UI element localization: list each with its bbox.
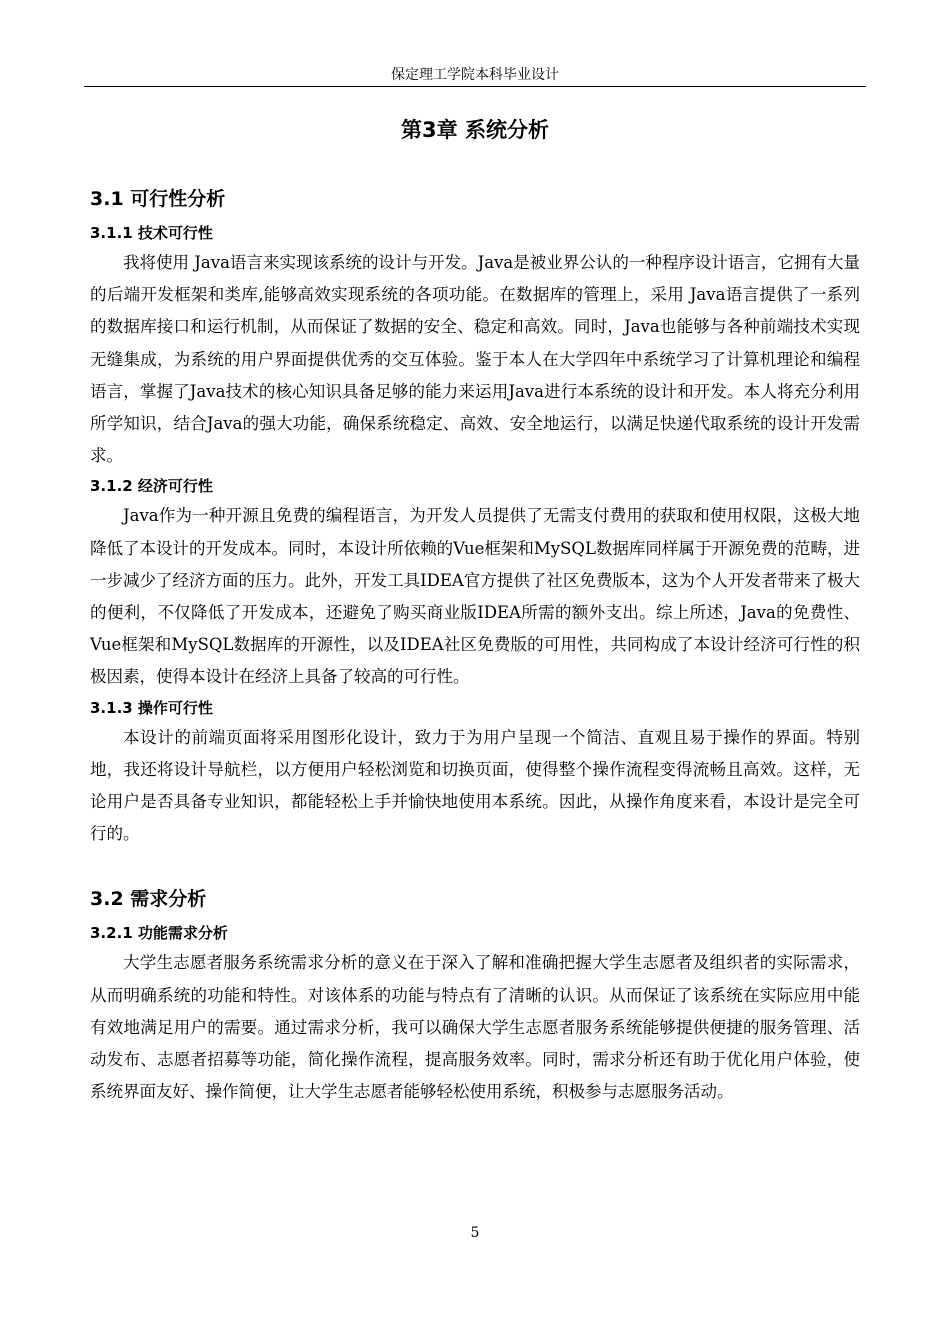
section-heading: 3.1 可行性分析 [90, 188, 226, 210]
running-header: 保定理工学院本科毕业设计 [391, 67, 559, 83]
subsection-heading-technical: 3.1.1 技术可行性 [90, 224, 213, 242]
page-content [90, 114, 860, 1111]
subsection-heading-operational: 3.1.3 操作可行性 [90, 698, 213, 717]
section-heading: 3.2 需求分析 [90, 888, 207, 911]
paragraph-operational: 本设计的前端页面将采用图形化设计，致力于为用户呈现一个简洁、直观且易于操作的界面。特别地，我还将设计导航栏，以方便用户轻松浏览和切换页面，使得整个操作流程变得流畅且高效。这样，无论用户是否具备专业知识，都能轻松上手并愉快地使用本系统。因此，从操作角度来看，本设计是完全可行的。 [90, 727, 860, 844]
section-feasibility [90, 184, 860, 850]
chapter-title: 第3章 系统分析 [401, 118, 549, 142]
paragraph-economic: Java作为一种开源且免费的编程语言，为开发人员提供了无需支付费用的获取和使用权限，这极大地降低了本设计的开发成本。同时，本设计所依赖的Vue框架和MySQL数据库同样属于开源免费的范畴，进一步减少了经济方面的压力。此外，开发工具IDEA官方提供了社区免费版本，这为个人开发者带来了极大的便利，不仅降低了开发成本，还避免了购买商业版IDEA所需的额外支出。综上所述，Java的免费性、Vue框架和MySQL数据库的开源性，以及IDEA社区免费版的可用性，共同构成了本设计经济可行性的积极因素，使得本设计在经济上具备了较高的可行性。 [90, 506, 860, 687]
subsection-heading-economic: 3.1.2 经济可行性 [90, 477, 213, 496]
section-requirements [90, 884, 860, 1108]
page-number: 5 [470, 1225, 480, 1241]
paragraph-functional: 大学生志愿者服务系统需求分析的意义在于深入了解和准确把握大学生志愿者及组织者的实际需求，从而明确系统的功能和特性。对该体系的功能与特点有了清晰的认识。从而保证了该系统在实际应用中能有效地满足用户的需要。通过需求分析，我可以确保大学生志愿者服务系统能够提供便捷的服务管理、活动发布、志愿者招募等功能，简化操作流程，提高服务效率。同时，需求分析还有助于优化用户体验，使系统界面友好、操作简便，让大学生志愿者能够轻松使用系统，积极参与志愿服务活动。 [90, 953, 860, 1102]
subsection-heading-functional: 3.2.1 功能需求分析 [90, 924, 228, 943]
header-rule [84, 86, 866, 87]
paragraph-technical: 我将使用 Java语言来实现该系统的设计与开发。Java是被业界公认的一种程序设计语言，它拥有大量的后端开发框架和类库,能够高效实现系统的各项功能。在数据库的管理上，采用 Java语言提供了一系列的数据库接口和运行机制，从而保证了数据的安全、稳定和高效。同时，Java也能够与各种前端技术实现无缝集成，为系统的用户界面提供优秀的交互体验。鉴于本人在大学四年中系统学习了计算机理论和编程语言，掌握了Java技术的核心知识具备足够的能力来运用Java进行本系统的设计和开发。本人将充分利用所学知识，结合Java的强大功能，确保系统稳定、高效、安全地运行，以满足快递代取系统的设计开发需求。 [90, 253, 860, 466]
